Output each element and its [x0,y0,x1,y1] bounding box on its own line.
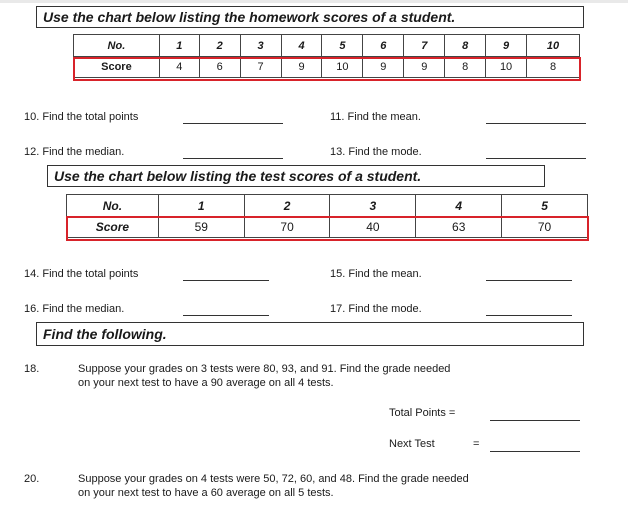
test-number: 3 [330,195,416,217]
question-18-line-2: on your next test to have a 90 average on all 4 tests. [78,377,334,389]
question-13: 13. Find the mode. [330,146,422,158]
test-score: 70 [502,217,588,238]
question-12: 12. Find the median. [24,146,125,158]
question-11: 11. Find the mean. [330,111,421,123]
homework-number: 1 [159,35,199,57]
top-edge [0,0,628,3]
question-18-number: 18. [24,363,40,375]
homework-number-row [74,35,580,57]
homework-score: 9 [281,57,322,78]
homework-header: Use the chart below listing the homework scores of a student. [36,6,584,28]
question-20-number: 20. [24,473,40,485]
question-10: 10. Find the total points [24,111,139,123]
homework-number: 8 [445,35,486,57]
question-16: 16. Find the median. [24,303,125,315]
homework-number: 4 [281,35,322,57]
answer-blank-next-test[interactable] [490,451,580,452]
answer-blank-12[interactable] [183,158,283,159]
homework-number: 3 [240,35,281,57]
answer-blank-16[interactable] [183,315,269,316]
score-label: Score [67,217,159,238]
answer-blank-13[interactable] [486,158,586,159]
test-score: 59 [158,217,244,238]
test-score: 40 [330,217,416,238]
answer-blank-17[interactable] [486,315,572,316]
homework-number: 9 [486,35,527,57]
homework-score: 9 [363,57,404,78]
test-score-highlight [66,216,589,241]
homework-score: 8 [527,57,580,78]
homework-number: 5 [322,35,363,57]
homework-number: 2 [199,35,240,57]
homework-score: 9 [404,57,445,78]
answer-blank-10[interactable] [183,123,283,124]
test-score: 63 [416,217,502,238]
next-test-equals: = [473,438,480,450]
homework-score: 8 [445,57,486,78]
no-label: No. [74,35,160,57]
homework-number: 7 [404,35,445,57]
answer-blank-15[interactable] [486,280,572,281]
no-label: No. [67,195,159,217]
score-label: Score [74,57,160,78]
test-score: 70 [244,217,330,238]
test-number: 5 [502,195,588,217]
homework-score: 7 [240,57,281,78]
question-15: 15. Find the mean. [330,268,422,280]
test-number: 2 [244,195,330,217]
next-test-label: Next Test [389,438,435,450]
homework-score: 10 [486,57,527,78]
answer-blank-14[interactable] [183,280,269,281]
answer-blank-total-points[interactable] [490,420,580,421]
question-18-line-1: Suppose your grades on 3 tests were 80, 93, and 91. Find the grade needed [78,363,451,375]
homework-number: 10 [527,35,580,57]
homework-score-highlight [73,57,581,81]
test-number: 4 [416,195,502,217]
homework-score: 6 [199,57,240,78]
homework-score: 10 [322,57,363,78]
question-20-line-2: on your next test to have a 60 average on all 5 tests. [78,487,334,499]
test-number-row [67,195,588,217]
question-14: 14. Find the total points [24,268,139,280]
following-header: Find the following. [36,322,584,346]
question-20-line-1: Suppose your grades on 4 tests were 50, 72, 60, and 48. Find the grade needed [78,473,469,485]
test-number: 1 [158,195,244,217]
homework-score: 4 [159,57,199,78]
homework-number: 6 [363,35,404,57]
total-points-label: Total Points = [389,407,456,419]
question-17: 17. Find the mode. [330,303,422,315]
test-header: Use the chart below listing the test scores of a student. [47,165,545,187]
answer-blank-11[interactable] [486,123,586,124]
